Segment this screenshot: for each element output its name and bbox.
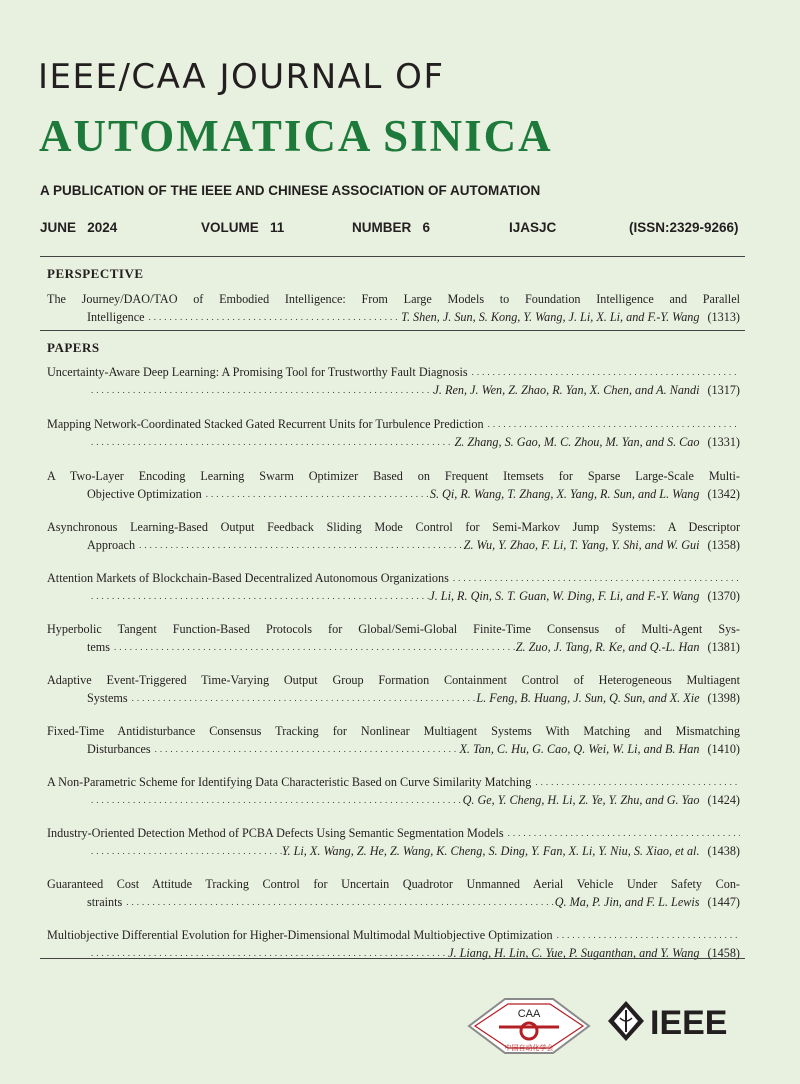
paper-entry[interactable] — [47, 467, 740, 503]
paper-entry[interactable] — [47, 926, 740, 962]
paper-entry[interactable] — [47, 569, 740, 605]
journal-title-line1: IEEE/CAA JOURNAL OF — [38, 57, 445, 97]
leader-dots — [531, 773, 740, 791]
caa-chinese: 中国自动化学会 — [504, 1044, 554, 1052]
article-page: (1313) — [707, 310, 740, 324]
caa-logo — [465, 995, 593, 1062]
paper-authors: J. Li, R. Qin, S. T. Guan, W. Ding, F. Li, and F.-Y. Wang — [429, 589, 700, 603]
paper-authors: Q. Ge, Y. Cheng, H. Li, Z. Ye, Y. Zhu, and G. Yao — [462, 793, 700, 807]
leader-dots — [87, 433, 454, 451]
paper-title-line1: Uncertainty-Aware Deep Learning: A Promising Tool for Trustworthy Fault Diagnosis — [47, 365, 468, 379]
leader-dots — [553, 926, 740, 944]
leader-dots — [87, 842, 282, 860]
section-papers: PAPERS — [47, 340, 100, 355]
paper-entry[interactable] — [47, 722, 740, 758]
paper-page: (1317) — [707, 383, 740, 397]
paper-page: (1398) — [707, 691, 740, 705]
paper-title-line1: Adaptive Event-Triggered Time-Varying Output Group Formation Containment Control of Heterogeneous Multiagent — [47, 673, 740, 687]
volume: VOLUME 11 — [201, 220, 285, 235]
paper-title-line1: Guaranteed Cost Attitude Tracking Control for Uncertain Quadrotor Unmanned Aerial Vehicle Under Safety Con- — [47, 877, 740, 891]
bottom-rule — [40, 958, 745, 959]
paper-title-line1: A Non-Parametric Scheme for Identifying Data Characteristic Based on Curve Similarity Matching — [47, 775, 532, 789]
paper-page: (1370) — [707, 589, 740, 603]
leader-dots — [87, 587, 429, 605]
paper-authors: J. Liang, H. Lin, C. Yue, P. Suganthan, and Y. Wang — [448, 946, 700, 960]
leader-dots — [110, 638, 516, 656]
article-authors: T. Shen, J. Sun, S. Kong, Y. Wang, J. Li, X. Li, and F.-Y. Wang — [401, 310, 700, 324]
paper-page: (1438) — [707, 844, 740, 858]
leader-dots — [122, 893, 554, 911]
paper-authors: X. Tan, C. Hu, G. Cao, Q. Wei, W. Li, and B. Han — [459, 742, 700, 756]
leader-dots — [128, 689, 477, 707]
paper-page: (1410) — [707, 742, 740, 756]
issue-number: NUMBER 6 — [352, 220, 431, 235]
leader-dots — [145, 308, 402, 326]
paper-page: (1381) — [707, 640, 740, 654]
paper-authors: Z. Zuo, J. Tang, R. Ke, and Q.-L. Han — [515, 640, 700, 654]
top-rule — [40, 256, 745, 257]
section-perspective: PERSPECTIVE — [47, 266, 144, 281]
paper-title-line1: Asynchronous Learning-Based Output Feedback Sliding Mode Control for Semi-Markov Jump Systems: A Descriptor — [47, 520, 740, 534]
paper-entry[interactable] — [47, 620, 740, 656]
article-title-line1: The Journey/DAO/TAO of Embodied Intelligence: From Large Models to Foundation Intelligence and Parallel — [47, 292, 740, 306]
paper-entry[interactable] — [47, 875, 740, 911]
leader-dots — [202, 485, 430, 503]
paper-entry[interactable] — [47, 363, 740, 399]
paper-authors: Y. Li, X. Wang, Z. He, Z. Wang, K. Cheng, S. Ding, Y. Fan, X. Li, Y. Niu, S. Xiao, et al. — [281, 844, 700, 858]
paper-title-line1: Multiobjective Differential Evolution for Higher-Dimensional Multimodal Multiobjective Optimization — [47, 928, 553, 942]
caa-text: CAA — [517, 1008, 541, 1020]
leader-dots — [504, 824, 740, 842]
paper-entry[interactable] — [47, 415, 740, 451]
paper-entry[interactable] — [47, 518, 740, 554]
perspective-article[interactable] — [47, 290, 740, 326]
paper-page: (1447) — [707, 895, 740, 909]
paper-page: (1424) — [707, 793, 740, 807]
issue-date: JUNE 2024 — [40, 220, 118, 235]
paper-authors: Q. Ma, P. Jin, and F. L. Lewis — [554, 895, 700, 909]
paper-title-line2: Approach — [87, 538, 136, 552]
publication-line: A PUBLICATION OF THE IEEE AND CHINESE ASSOCIATION OF AUTOMATION — [40, 183, 541, 198]
leader-dots — [87, 381, 434, 399]
paper-authors: S. Qi, R. Wang, T. Zhang, X. Yang, R. Sun, and L. Wang — [429, 487, 700, 501]
leader-dots — [484, 415, 740, 433]
paper-authors: J. Ren, J. Wen, Z. Zhao, R. Yan, X. Chen, and A. Nandi — [433, 383, 700, 397]
paper-page: (1458) — [707, 946, 740, 960]
journal-code: IJASJC — [509, 220, 557, 235]
ieee-text: IEEE — [650, 1004, 728, 1042]
paper-title-line1: Mapping Network-Coordinated Stacked Gated Recurrent Units for Turbulence Prediction — [47, 417, 484, 431]
leader-dots — [468, 363, 740, 381]
paper-title-line2: Objective Optimization — [87, 487, 202, 501]
issn: (ISSN:2329-9266) — [629, 220, 739, 235]
leader-dots — [135, 536, 464, 554]
paper-title-line1: Industry-Oriented Detection Method of PCBA Defects Using Semantic Segmentation Models — [47, 826, 504, 840]
ieee-logo — [606, 998, 746, 1049]
leader-dots — [449, 569, 740, 587]
paper-title-line2: Disturbances — [87, 742, 151, 756]
paper-title-line1: Hyperbolic Tangent Function-Based Protocols for Global/Semi-Global Finite-Time Consensus of Multi-Agent Sys- — [47, 622, 740, 636]
paper-entry[interactable] — [47, 773, 740, 809]
paper-entry[interactable] — [47, 824, 740, 860]
leader-dots — [87, 791, 463, 809]
article-title-line2: Intelligence — [87, 310, 145, 324]
paper-title-line2: tems — [87, 640, 111, 654]
paper-page: (1331) — [707, 435, 740, 449]
leader-dots — [87, 944, 448, 962]
paper-page: (1358) — [707, 538, 740, 552]
paper-page: (1342) — [707, 487, 740, 501]
paper-title-line1: Fixed-Time Antidisturbance Consensus Tracking for Nonlinear Multiagent Systems With Matching and Mismatching — [47, 724, 740, 738]
paper-authors: Z. Wu, Y. Zhao, F. Li, T. Yang, Y. Shi, and W. Gui — [463, 538, 700, 552]
paper-authors: Z. Zhang, S. Gao, M. C. Zhou, M. Yan, and S. Cao — [454, 435, 700, 449]
paper-title-line2: Systems — [87, 691, 128, 705]
paper-entry[interactable] — [47, 671, 740, 707]
paper-title-line1: Attention Markets of Blockchain-Based Decentralized Autonomous Organizations — [47, 571, 449, 585]
paper-authors: L. Feng, B. Huang, J. Sun, Q. Sun, and X. Xie — [476, 691, 700, 705]
paper-title-line2: straints — [87, 895, 123, 909]
journal-title-line2: AUTOMATICA SINICA — [39, 111, 553, 161]
section-rule — [40, 330, 745, 331]
leader-dots — [151, 740, 460, 758]
paper-title-line1: A Two-Layer Encoding Learning Swarm Optimizer Based on Frequent Itemsets for Sparse Large-Scale Multi- — [47, 469, 740, 483]
